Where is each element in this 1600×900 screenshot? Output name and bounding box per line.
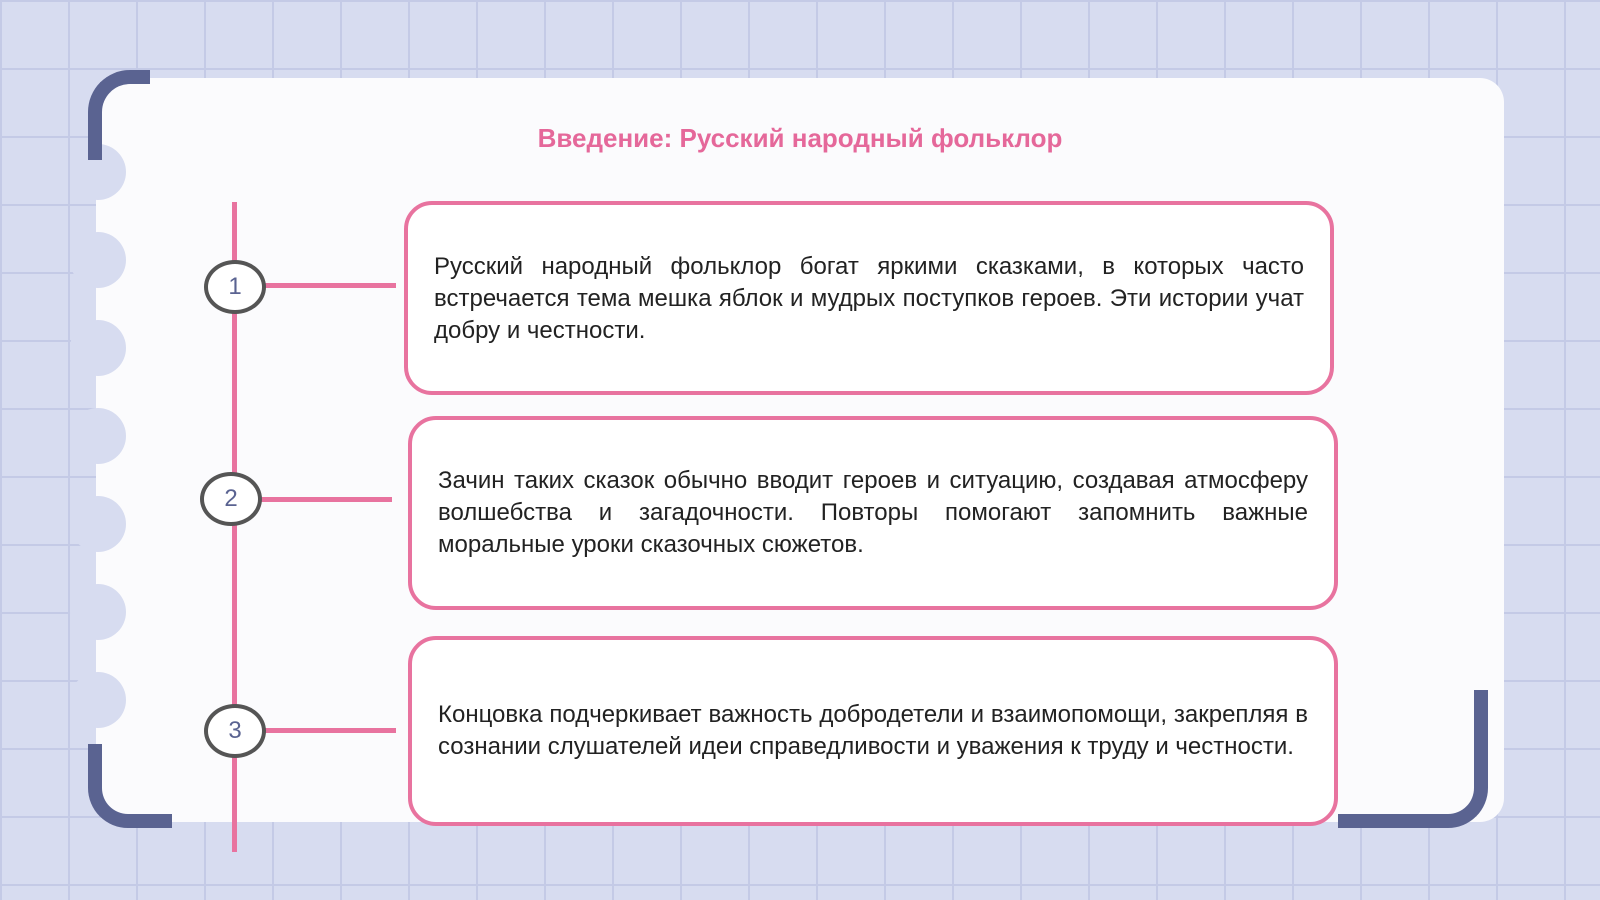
slide-title: Введение: Русский народный фольклор <box>537 123 1063 153</box>
timeline-connector <box>262 728 396 733</box>
step-text-1: Русский народный фольклор богат яркими сказками, в которых часто встречается тема мешка яблок и мудрых поступков героев. Эти истории учат добру и честности. <box>434 253 1304 344</box>
step-number-3: 3 <box>204 704 266 758</box>
step-text-3: Концовка подчеркивает важность добродетели и взаимопомощи, закрепляя в сознании слушателей идеи справедливости и уважения к труду и честности. <box>438 701 1308 760</box>
step-text-2: Зачин таких сказок обычно вводит героев и ситуацию, создавая атмосферу волшебства и загадочности. Повторы помогают запомнить важные моральные уроки сказочных сюжетов. <box>438 467 1308 558</box>
frame-corner-bottom-left <box>88 744 172 828</box>
paper-scallop <box>70 408 126 464</box>
paper-scallop <box>70 584 126 640</box>
paper-scallop <box>70 496 126 552</box>
step-card-2 <box>408 416 1338 610</box>
step-number-2: 2 <box>200 472 262 526</box>
step-card-1 <box>404 201 1334 395</box>
step-number-1: 1 <box>204 260 266 314</box>
frame-corner-bottom-right <box>1338 690 1488 828</box>
step-card-3 <box>408 636 1338 826</box>
paper-scallop <box>70 672 126 728</box>
paper-scallop <box>70 232 126 288</box>
timeline-connector <box>262 283 396 288</box>
frame-corner-top-left <box>88 70 150 160</box>
paper-scallop <box>70 320 126 376</box>
timeline-connector <box>258 497 392 502</box>
